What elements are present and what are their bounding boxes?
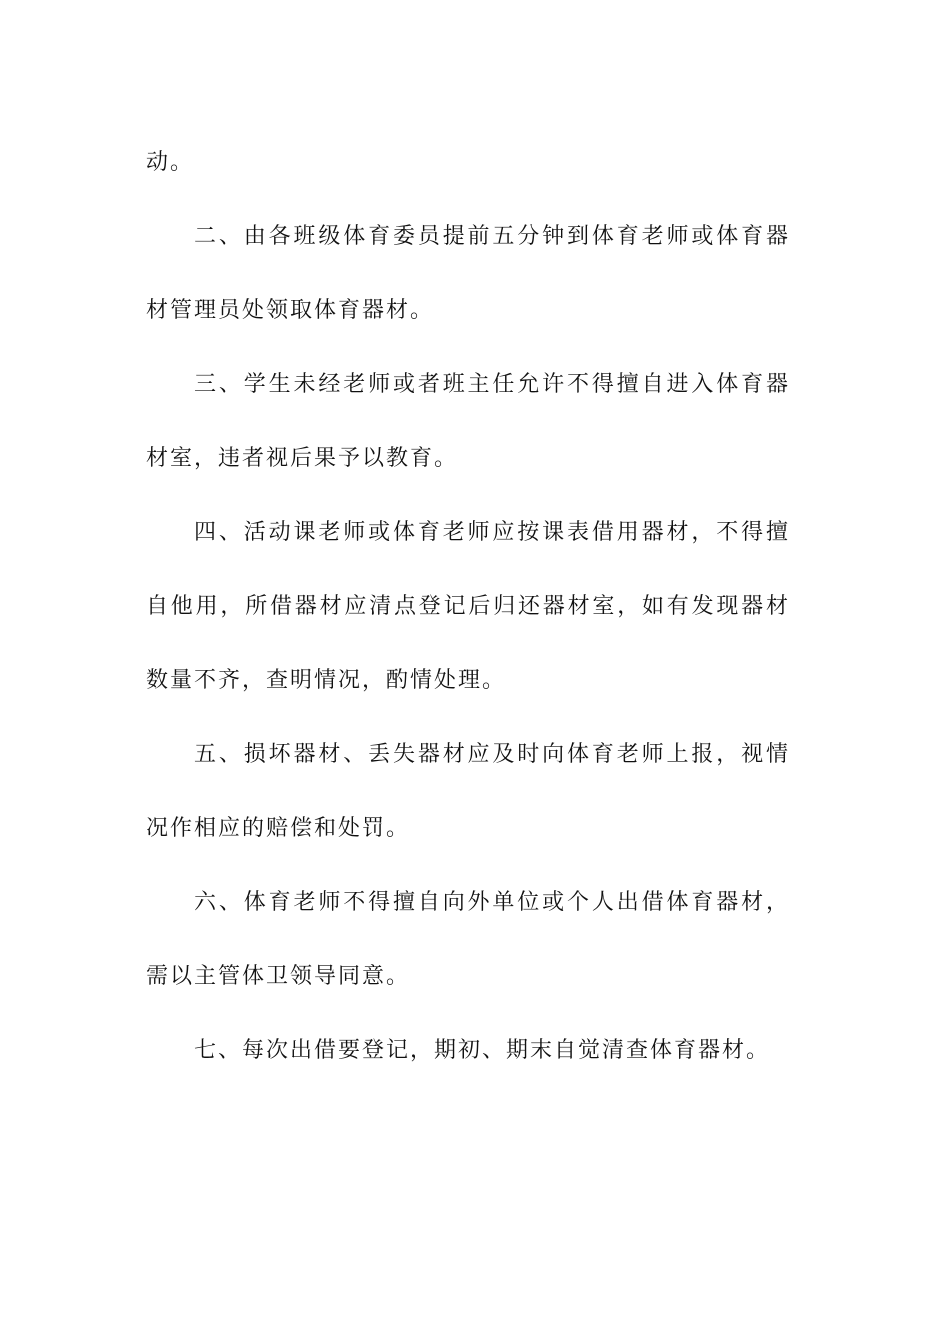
paragraph-rule-7: 七、每次出借要登记，期初、期末自觉清查体育器材。 xyxy=(194,1038,771,1063)
paragraph-rule-4: 四、活动课老师或体育老师应按课表借用器材，不得擅自他用，所借器材应清点登记后归还器材室，如有发现器材数量不齐，查明情况，酌情处理。 xyxy=(146,520,790,693)
document-body xyxy=(146,126,790,1088)
paragraph-continuation: 动。 xyxy=(146,150,195,175)
paragraph-rule-6: 六、体育老师不得擅自向外单位或个人出借体育器材，需以主管体卫领导同意。 xyxy=(146,890,790,989)
paragraph-rule-2: 二、由各班级体育委员提前五分钟到体育老师或体育器材管理员处领取体育器材。 xyxy=(146,224,790,323)
paragraph-rule-3: 三、学生未经老师或者班主任允许不得擅自进入体育器材室，违者视后果予以教育。 xyxy=(146,372,790,471)
paragraph-rule-5: 五、损坏器材、丢失器材应及时向体育老师上报，视情况作相应的赔偿和处罚。 xyxy=(146,742,790,841)
